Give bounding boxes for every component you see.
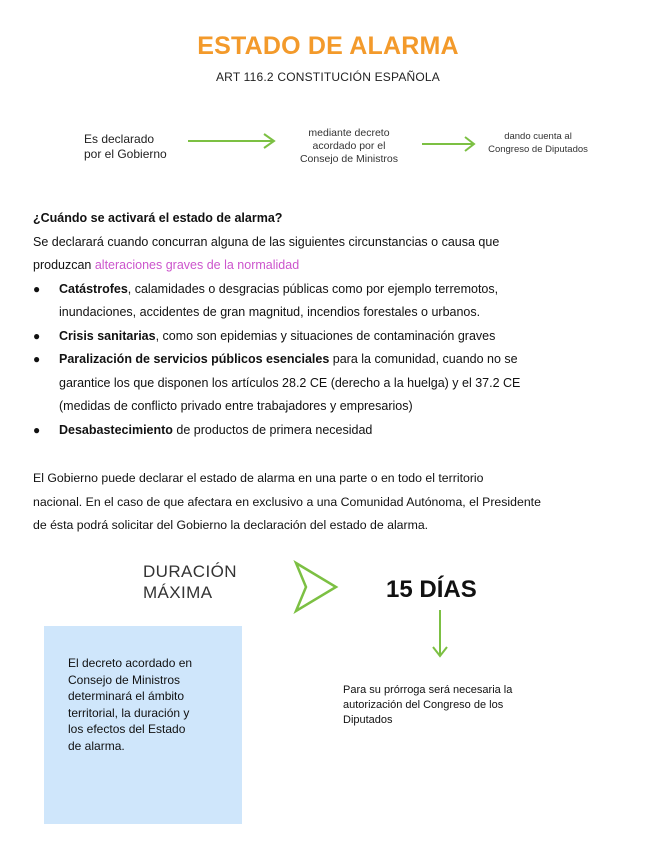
bullet-text: , calamidades o desgracias públicas como por ejemplo terremotos, [127, 281, 499, 296]
list-item [33, 325, 633, 349]
flow-arrow-icon [186, 131, 278, 151]
activation-intro-line [33, 254, 633, 278]
flow-step-declared-line: por el Gobierno [84, 147, 167, 161]
arrow-down-icon [429, 608, 451, 660]
decree-info-box [44, 626, 242, 824]
decree-info-line: de alarma. [68, 738, 125, 753]
flow-step-report-line: dando cuenta al [504, 131, 572, 142]
extension-note-line: Diputados [343, 714, 393, 726]
bullet-dot-icon: ● [33, 352, 41, 366]
activation-bullet-list [33, 278, 633, 443]
duration-label-line: MÁXIMA [143, 583, 213, 602]
bullet-text: garantice los que disponen los artículos 28.2 CE (derecho a la huelga) y el 37.2 CE [59, 375, 521, 390]
duration-label-line: DURACIÓN [143, 562, 237, 581]
list-item [33, 419, 633, 443]
bullet-text: (medidas de conflicto privado entre trabajadores y empresarios) [59, 399, 413, 413]
duration-label [143, 561, 237, 603]
duration-value: 15 DÍAS [386, 576, 477, 603]
bullet-text: , como son epidemias y situaciones de contaminación graves [155, 328, 496, 343]
activation-question: ¿Cuándo se activará el estado de alarma? [33, 211, 283, 225]
decree-info-line: los efectos del Estado [68, 722, 186, 736]
territory-paragraph [33, 467, 643, 538]
flow-step-declared [84, 132, 167, 162]
activation-intro-line: Se declarará cuando concurran alguna de las siguientes circunstancias o causa que [33, 234, 500, 249]
page-subtitle: ART 116.2 CONSTITUCIÓN ESPAÑOLA [215, 70, 441, 84]
extension-note-line: autorización del Congreso de los [343, 699, 504, 711]
flow-step-decree-line: mediante decreto [308, 127, 390, 139]
bullet-text: para la comunidad, cuando no se [329, 352, 518, 366]
flow-arrow-icon [420, 134, 478, 154]
decree-info-line: El decreto acordado en [68, 656, 193, 670]
flow-step-decree [284, 127, 414, 166]
activation-intro-prefix: produzcan [33, 258, 95, 272]
bullet-text: inundaciones, accidentes de gran magnitud, incendios forestales o urbanos. [59, 305, 481, 319]
territory-line: nacional. En el caso de que afectara en exclusivo a una Comunidad Autónoma, el Presidente [33, 494, 541, 509]
bullet-dot-icon: ● [33, 328, 41, 343]
decree-info-line: determinará el ámbito [68, 689, 185, 703]
bullet-dot-icon: ● [33, 422, 41, 437]
bullet-text: de productos de primera necesidad [172, 422, 373, 437]
bullet-bold-term: Catástrofes [59, 281, 128, 296]
bullet-dot-icon: ● [33, 281, 41, 296]
bullet-bold-term: Paralización de servicios públicos esenciales [59, 352, 330, 366]
bullet-bold-term: Crisis sanitarias [59, 328, 156, 343]
decree-info-line: Consejo de Ministros [68, 672, 181, 687]
decree-info-line: territorial, la duración y [68, 705, 190, 720]
chevron-right-icon [292, 560, 342, 614]
bullet-bold-term: Desabastecimiento [59, 422, 173, 437]
list-item [33, 278, 633, 325]
flow-step-declared-line: Es declarado [84, 132, 155, 146]
activation-section [33, 207, 633, 442]
list-item [33, 348, 633, 419]
extension-note-line: Para su prórroga será necesaria la [343, 684, 513, 696]
flow-step-report [476, 130, 600, 156]
decree-info-text [68, 655, 228, 754]
territory-line: El Gobierno puede declarar el estado de alarma en una parte o en todo el territorio [33, 471, 484, 485]
flow-step-decree-line: Consejo de Ministros [299, 153, 399, 165]
page-title: ESTADO DE ALARMA [197, 32, 459, 60]
flow-step-decree-line: acordado por el [312, 140, 386, 152]
territory-line: de ésta podrá solicitar del Gobierno la declaración del estado de alarma. [33, 518, 429, 532]
flow-step-report-line: Congreso de Diputados [488, 144, 588, 155]
activation-highlight: alteraciones graves de la normalidad [94, 258, 300, 272]
extension-note [343, 683, 563, 728]
